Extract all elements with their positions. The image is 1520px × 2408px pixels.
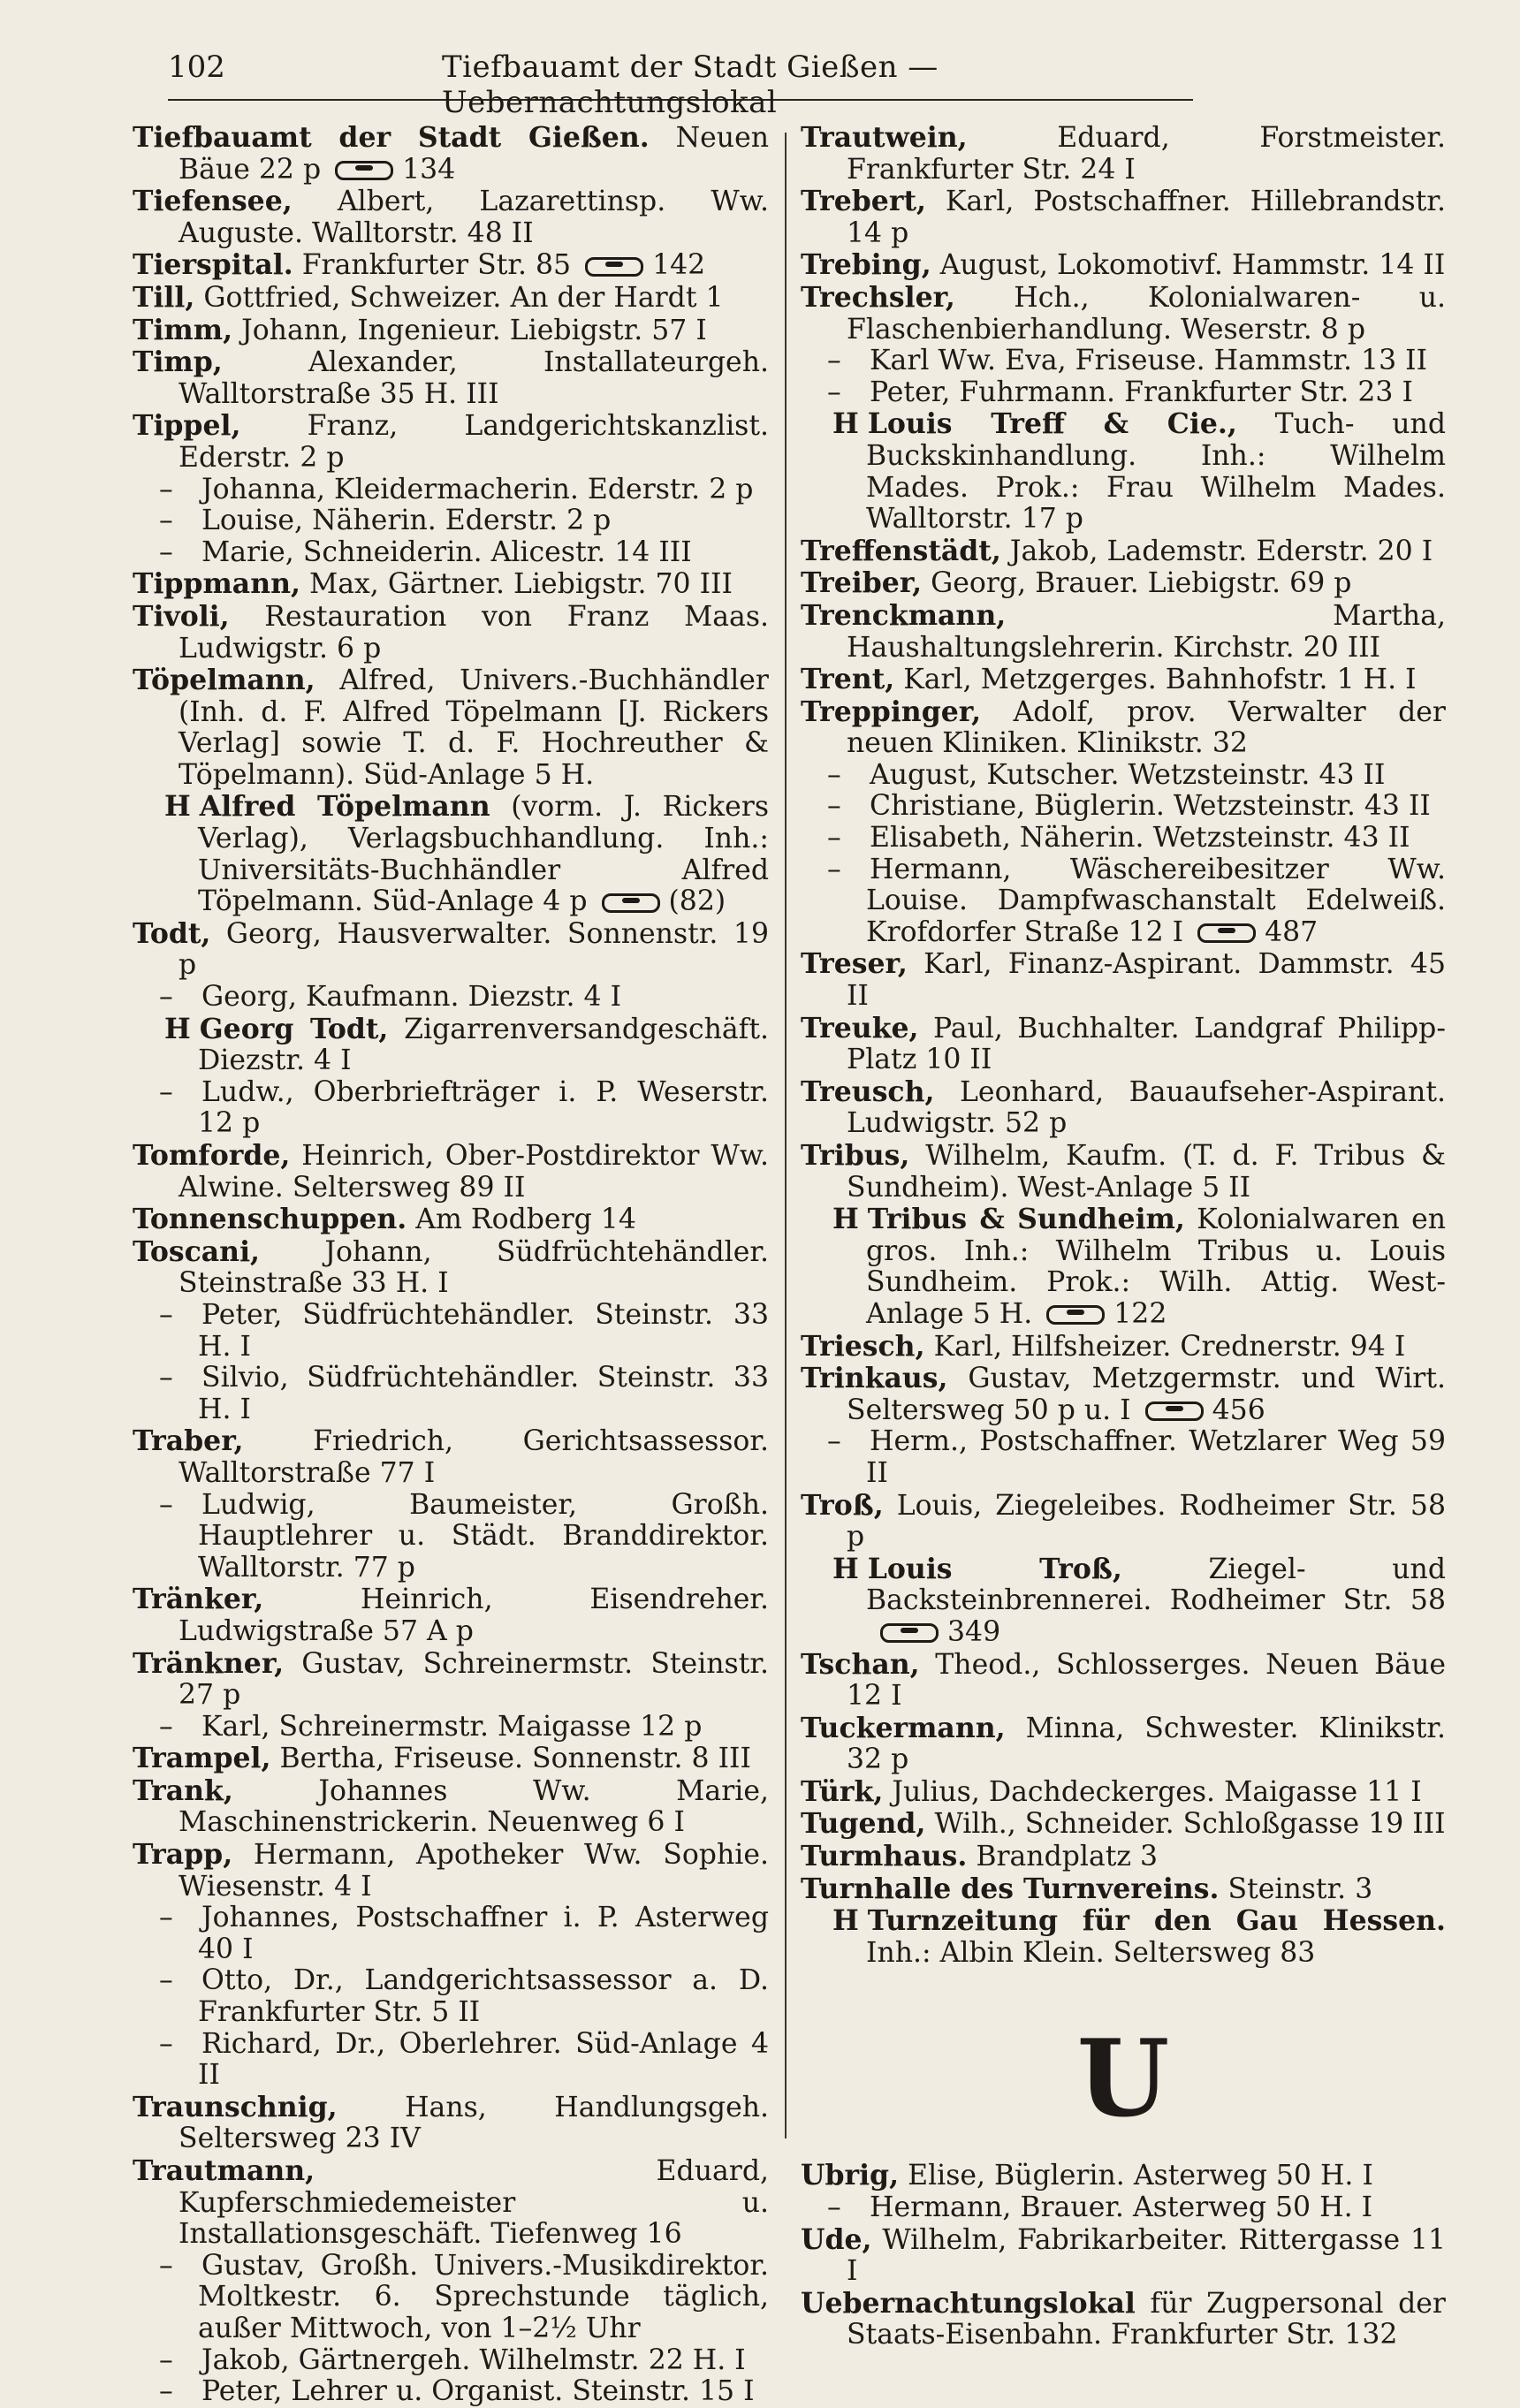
entry-name: Traber, (133, 1424, 244, 1458)
directory-entry (801, 948, 1446, 1012)
entry-details: Am Rodberg 14 (415, 1204, 636, 1236)
directory-entry (133, 982, 769, 1014)
entry-name: Töpelmann, (133, 664, 315, 697)
entry-details: für Zugpersonal der Staats-Eisenbahn. Frankfurter Str. 132 (847, 2287, 1446, 2351)
directory-entry (801, 1363, 1446, 1426)
running-head: Tiefbauamt der Stadt Gießen — Uebernachtungslokal (442, 49, 939, 120)
ditto-dash: – (159, 2375, 173, 2408)
directory-entry (133, 346, 769, 410)
entry-name: Ude, (801, 2222, 872, 2256)
entry-name: Todt, (133, 916, 211, 950)
entry-details: Tuch- und Buckskinhandlung. Inh.: Wilhelm Mades. Prok.: Frau Wilhelm Mades. Walltorstr. 17 p (866, 408, 1446, 536)
entry-name: Trebing, (801, 248, 931, 282)
ditto-dash: – (827, 1425, 841, 1458)
entry-details: Karl, Postschaffner. Hillebrandstr. 14 p (847, 186, 1446, 249)
directory-entry (133, 1300, 769, 1363)
entry-details: Adolf, prov. Verwalter der neuen Kliniken. Klinikstr. 32 (847, 695, 1446, 760)
directory-entry (801, 1553, 1446, 1649)
entry-details: Julius, Dachdeckerges. Maigasse 11 I (892, 1775, 1422, 1808)
entry-name: Trent, (801, 663, 895, 696)
ditto-dash: – (159, 536, 173, 568)
directory-entry (133, 2155, 769, 2251)
telephone-icon (1046, 1305, 1105, 1325)
phone-number: 142 (652, 249, 706, 282)
directory-entry (133, 665, 769, 791)
directory-entry (801, 346, 1446, 377)
ditto-dash: – (827, 822, 841, 855)
ditto-dash: – (159, 473, 173, 505)
firm-mark: H (832, 1904, 859, 1938)
telephone-icon (602, 893, 660, 913)
entry-details: Minna, Schwester. Klinikstr. 32 p (847, 1712, 1446, 1776)
entry-name: Alfred Töpelmann (199, 790, 490, 824)
directory-entry (133, 601, 769, 665)
firm-mark: H (164, 1012, 191, 1045)
entry-name: Uebernachtungslokal (801, 2286, 1136, 2320)
column-divider (785, 133, 787, 2138)
directory-entry (801, 1140, 1446, 1204)
entry-name: Trapp, (133, 1838, 233, 1872)
directory-entry (801, 1490, 1446, 1553)
entry-details: Wilhelm, Fabrikarbeiter. Rittergasse 11 I (847, 2223, 1446, 2288)
entry-name: Turnzeitung für den Gau Hessen. (867, 1904, 1446, 1938)
ditto-dash: – (159, 1710, 173, 1743)
directory-entry (801, 408, 1446, 535)
entry-name: Triesch, (801, 1329, 925, 1363)
phone-number: 349 (947, 1615, 1001, 1648)
entry-details: Hermann, Wäschereibesitzer Ww. Louise. Dampfwaschanstalt Edelweiß. Krofdorfer Straße 12 I (866, 853, 1446, 948)
directory-entry (801, 2192, 1446, 2224)
entry-details: (vorm. J. Rickers Verlag), Verlagsbuchhandlung. Inh.: Universitäts-Buchhändler Alfred Töpelmann. Süd-Anlage 4 p (198, 791, 769, 918)
entry-details: Theod., Schlosserges. Neuen Bäue 12 I (847, 1648, 1446, 1713)
directory-entry (133, 1712, 769, 1743)
directory-entry (133, 537, 769, 569)
entry-name: Louis Treff & Cie., (867, 407, 1237, 441)
firm-mark: H (164, 790, 191, 824)
directory-entry (801, 855, 1446, 949)
directory-entry (133, 282, 769, 315)
entry-name: Tribus, (801, 1139, 910, 1172)
directory-entry (133, 1584, 769, 1647)
left-column (133, 122, 769, 2408)
directory-entry (801, 2288, 1446, 2351)
entry-name: Tomforde, (133, 1139, 291, 1172)
directory-entry (133, 2251, 769, 2345)
entry-details: Eduard, Forstmeister. Frankfurter Str. 24 I (847, 122, 1446, 186)
ditto-dash: – (159, 1362, 173, 1394)
ditto-dash: – (827, 376, 841, 408)
telephone-icon (880, 1623, 939, 1643)
ditto-dash: – (827, 345, 841, 377)
entry-name: Turnhalle des Turnvereins. (801, 1872, 1220, 1905)
entry-name: Tiefbauamt der Stadt Gießen. (133, 121, 650, 154)
directory-entry (133, 2029, 769, 2092)
directory-entry (801, 377, 1446, 409)
ditto-dash: – (159, 1075, 173, 1108)
entry-details: Christiane, Büglerin. Wetzsteinstr. 43 II (870, 790, 1431, 823)
directory-entry (801, 696, 1446, 760)
entry-details: Peter, Fuhrmann. Frankfurter Str. 23 I (870, 376, 1413, 408)
directory-entry (801, 1076, 1446, 1140)
directory-entry (133, 475, 769, 506)
entry-details: Alexander, Installateurgeh. Walltorstraße 35 H. III (179, 346, 769, 410)
directory-entry (801, 1713, 1446, 1776)
entry-name: Georg Todt, (199, 1012, 389, 1045)
entry-name: Treppinger, (801, 695, 982, 728)
entry-name: Toscani, (133, 1234, 260, 1268)
entry-name: Tränker, (133, 1583, 264, 1616)
entry-details: Franz, Landgerichtskanzlist. Ederstr. 2 p (179, 410, 770, 474)
directory-entry (801, 186, 1446, 249)
phone-number: 487 (1265, 915, 1319, 948)
ditto-dash: – (827, 790, 841, 823)
entry-details: Gottfried, Schweizer. An der Hardt 1 (203, 281, 724, 314)
entry-name: Till, (133, 280, 195, 314)
telephone-icon (335, 161, 393, 180)
entry-details: Georg, Hausverwalter. Sonnenstr. 19 p (179, 917, 769, 982)
entry-details: Restauration von Franz Maas. Ludwigstr. 6 p (179, 600, 769, 665)
entry-name: Tribus & Sundheim, (867, 1203, 1185, 1236)
ditto-dash: – (159, 1902, 173, 1934)
entry-details: Georg, Kaufmann. Diezstr. 4 I (201, 981, 622, 1014)
telephone-icon (1145, 1402, 1204, 1421)
entry-details: Heinrich, Eisendreher. Ludwigstraße 57 A p (179, 1584, 769, 1647)
entry-name: Trautmann, (133, 2154, 315, 2187)
entry-name: Traunschnig, (133, 2090, 338, 2123)
directory-entry (801, 2224, 1446, 2288)
ditto-dash: – (827, 758, 841, 791)
entry-details: Peter, Südfrüchtehändler. Steinstr. 33 H. I (198, 1298, 769, 1363)
entry-details: Leonhard, Bauaufseher-Aspirant. Ludwigstr. 52 p (847, 1075, 1446, 1140)
ditto-dash: – (159, 1298, 173, 1331)
directory-entry (133, 249, 769, 282)
ditto-dash: – (159, 981, 173, 1014)
entry-details: Johanna, Kleidermacherin. Ederstr. 2 p (201, 473, 754, 505)
entry-details: Johann, Südfrüchtehändler. Steinstraße 33 H. I (179, 1235, 770, 1300)
entry-name: Timp, (133, 346, 223, 379)
entry-name: Tiefensee, (133, 185, 293, 218)
directory-entry (801, 1776, 1446, 1809)
entry-details: Hch., Kolonialwaren- u. Flaschenbierhandlung. Weserstr. 8 p (847, 281, 1447, 346)
directory-entry (133, 122, 769, 186)
entry-details: Wilhelm, Kaufm. (T. d. F. Tribus & Sundheim). West-Anlage 5 II (847, 1140, 1447, 1204)
directory-entry (801, 1808, 1446, 1841)
entry-details: Hermann, Brauer. Asterweg 50 H. I (870, 2192, 1373, 2224)
entry-details: Otto, Dr., Landgerichtsassessor a. D. Frankfurter Str. 5 II (198, 1964, 769, 2029)
directory-entry (133, 1743, 769, 1775)
entry-details: Zigarrenversandgeschäft. Diezstr. 4 I (198, 1013, 769, 1077)
entry-name: Tippmann, (133, 567, 300, 601)
directory-entry (801, 1873, 1446, 1906)
entry-name: Turmhaus. (801, 1840, 968, 1873)
telephone-icon (585, 257, 643, 277)
entry-name: Troß, (801, 1488, 884, 1522)
directory-entry (133, 315, 769, 347)
entry-details: Karl, Metzgerges. Bahnhofstr. 1 H. I (903, 664, 1417, 696)
ditto-dash: – (159, 1488, 173, 1521)
entry-name: Türk, (801, 1774, 884, 1808)
entry-details: Alfred, Univers.-Buchhändler (Inh. d. F. Alfred Töpelmann [J. Rickers Verlag] sowie T. d. F. Hochreuther & Töpelmann). Süd-Anlage 5 H. (179, 665, 769, 791)
directory-entry (133, 918, 769, 982)
entry-details: Peter, Lehrer u. Organist. Steinstr. 15 I (201, 2375, 755, 2408)
directory-entry (133, 1363, 769, 1425)
entry-details: Elise, Büglerin. Asterweg 50 H. I (908, 2160, 1373, 2192)
entry-details: Richard, Dr., Oberlehrer. Süd-Anlage 4 II (198, 2027, 769, 2092)
entry-details: Max, Gärtner. Liebigstr. 70 III (309, 568, 733, 601)
directory-entry (801, 1905, 1446, 1969)
entry-details: Gustav, Metzgermstr. und Wirt. Seltersweg 50 p u. I (847, 1363, 1446, 1426)
entry-name: Tuckermann, (801, 1711, 1006, 1744)
entry-details: Heinrich, Ober-Postdirektor Ww. Alwine. Seltersweg 89 II (179, 1140, 770, 1204)
entry-details: Albert, Lazarettinsp. Ww. Auguste. Walltorstr. 48 II (179, 186, 770, 249)
entry-name: Tierspital. (133, 248, 293, 282)
directory-entry (133, 1204, 769, 1236)
entry-name: Treuke, (801, 1011, 919, 1044)
directory-entry (801, 1013, 1446, 1076)
entry-name: Trebert, (801, 185, 926, 218)
right-column (801, 122, 1446, 2351)
entry-details: August, Kutscher. Wetzsteinstr. 43 II (870, 758, 1386, 791)
directory-entry (133, 2092, 769, 2155)
page-number: 102 (168, 49, 225, 85)
entry-name: Louis Troß, (867, 1552, 1122, 1585)
directory-entry (133, 1965, 769, 2028)
entry-name: Ubrig, (801, 2159, 900, 2192)
entry-details: August, Lokomotivf. Hammstr. 14 II (939, 249, 1446, 282)
entry-name: Trank, (133, 1774, 233, 1807)
entry-details: Gustav, Großh. Univers.-Musikdirektor. Moltkestr. 6. Sprechstunde täglich, außer Mittwoch, von 1–2½ Uhr (198, 2249, 769, 2344)
directory-entry (133, 1648, 769, 1712)
entry-details: Karl, Hilfsheizer. Crednerstr. 94 I (933, 1330, 1406, 1363)
directory-entry (133, 1236, 769, 1300)
directory-entry (801, 249, 1446, 282)
entry-details: Louis, Ziegeleibes. Rodheimer Str. 58 p (847, 1489, 1446, 1553)
phone-number: 134 (402, 153, 456, 186)
entry-name: Tugend, (801, 1807, 926, 1841)
entry-details: Jakob, Lademstr. Ederstr. 20 I (1009, 535, 1433, 567)
ditto-dash: – (159, 2249, 173, 2282)
entry-name: Trenckmann, (801, 598, 1007, 632)
ditto-dash: – (159, 505, 173, 537)
entry-details: Johannes, Postschaffner i. P. Asterweg 40 I (198, 1902, 769, 1965)
entry-details: Karl, Schreinermstr. Maigasse 12 p (201, 1710, 703, 1743)
entry-name: Tivoli, (133, 599, 230, 633)
entry-name: Treiber, (801, 566, 923, 600)
entry-details: Ludwig, Baumeister, Großh. Hauptlehrer u. Städt. Branddirektor. Walltorstr. 77 p (198, 1488, 769, 1584)
entry-details: Louise, Näherin. Ederstr. 2 p (201, 505, 612, 537)
directory-entry (801, 600, 1446, 664)
directory-entry (801, 1841, 1446, 1873)
entry-details: Eduard, Kupferschmiedemeister u. Installationsgeschäft. Tiefenweg 16 (179, 2155, 769, 2251)
entry-name: Tippel, (133, 409, 241, 443)
entry-details: Herm., Postschaffner. Wetzlarer Weg 59 II (866, 1425, 1446, 1489)
entry-name: Treser, (801, 947, 908, 981)
entry-name: Timm, (133, 313, 233, 346)
directory-entry (801, 664, 1446, 696)
phone-number: 122 (1113, 1297, 1167, 1330)
directory-entry (801, 2160, 1446, 2192)
firm-mark: H (832, 407, 859, 441)
directory-entry (801, 282, 1446, 346)
directory-entry (133, 1903, 769, 1965)
directory-entry (133, 568, 769, 601)
directory-entry (801, 1649, 1446, 1713)
entry-name: Treusch, (801, 1075, 935, 1108)
entry-details: Bertha, Friseuse. Sonnenstr. 8 III (279, 1743, 751, 1775)
directory-entry (133, 2376, 769, 2408)
telephone-icon (1197, 923, 1256, 943)
entry-details: Frankfurter Str. 85 (301, 249, 572, 282)
entry-name: Trautwein, (801, 121, 968, 154)
ditto-dash: – (159, 2027, 173, 2060)
entry-name: Tonnenschuppen. (133, 1203, 407, 1236)
firm-mark: H (832, 1203, 859, 1236)
directory-entry (133, 1490, 769, 1584)
directory-entry (133, 1077, 769, 1140)
entry-details: Marie, Schneiderin. Alicestr. 14 III (201, 536, 692, 568)
entry-name: Treffenstädt, (801, 534, 1001, 567)
entry-details: Wilh., Schneider. Schloßgasse 19 III (934, 1808, 1446, 1841)
directory-entry (133, 1839, 769, 1903)
entry-details: Steinstr. 3 (1227, 1872, 1373, 1905)
directory-entry (133, 1140, 769, 1204)
entry-details: Jakob, Gärtnergeh. Wilhelmstr. 22 H. I (201, 2343, 746, 2376)
directory-entry (801, 791, 1446, 823)
entry-details: Ludw., Oberbriefträger i. P. Weserstr. 12 p (198, 1075, 769, 1140)
directory-entry (133, 1014, 769, 1077)
directory-entry (801, 823, 1446, 855)
directory-entry (801, 1426, 1446, 1489)
firm-mark: H (832, 1552, 859, 1585)
phone-number: 456 (1212, 1394, 1265, 1426)
entry-name: Trampel, (133, 1742, 271, 1775)
page-header (168, 46, 1193, 120)
entry-details: Karl, Finanz-Aspirant. Dammstr. 45 II (847, 948, 1446, 1013)
directory-entry (133, 1425, 769, 1489)
entry-name: Trinkaus, (801, 1362, 948, 1395)
directory-entry (133, 791, 769, 917)
ditto-dash: – (827, 2192, 841, 2224)
directory-entry (801, 122, 1446, 186)
entry-details: Hans, Handlungsgeh. Seltersweg 23 IV (179, 2091, 770, 2155)
entry-details: Martha, Haushaltungslehrerin. Kirchstr. 20 III (847, 599, 1446, 664)
directory-entry (801, 1331, 1446, 1364)
entry-details: Brandplatz 3 (976, 1841, 1159, 1873)
entry-details: Friedrich, Gerichtsassessor. Walltorstraße 77 I (179, 1425, 769, 1489)
directory-entry (133, 186, 769, 249)
directory-entry (133, 410, 769, 474)
directory-entry (133, 1775, 769, 1839)
entry-name: Tränkner, (133, 1646, 285, 1680)
directory-entry (801, 536, 1446, 568)
directory-entry (801, 567, 1446, 600)
entry-details: Gustav, Schreinermstr. Steinstr. 27 p (179, 1647, 769, 1712)
entry-name: Tschan, (801, 1647, 920, 1681)
entry-details: Hermann, Apotheker Ww. Sophie. Wiesenstr. 4 I (179, 1839, 769, 1903)
entry-details: Ziegel- und Backsteinbrennerei. Rodheimer Str. 58 (866, 1553, 1446, 1617)
entry-details: Elisabeth, Näherin. Wetzsteinstr. 43 II (870, 822, 1410, 855)
entry-details: Georg, Brauer. Liebigstr. 69 p (931, 567, 1352, 600)
entry-details: Johann, Ingenieur. Liebigstr. 57 I (241, 314, 707, 346)
directory-entry (133, 2345, 769, 2377)
directory-entry (133, 505, 769, 537)
ditto-dash: – (827, 853, 841, 885)
section-letter: U (1076, 2017, 1170, 2142)
entry-details: Karl Ww. Eva, Friseuse. Hammstr. 13 II (870, 345, 1428, 377)
entry-details: Silvio, Südfrüchtehändler. Steinstr. 33 H. I (198, 1362, 769, 1425)
ditto-dash: – (159, 1964, 173, 1997)
entry-details: Kolonialwaren en gros. Inh.: Wilhelm Tribus u. Louis Sundheim. Prok.: Wilh. Attig. West-Anlage 5 H. (866, 1204, 1447, 1330)
entry-name: Trechsler, (801, 280, 955, 314)
entry-details: Neuen Bäue 22 p (179, 122, 770, 186)
directory-entry (801, 1204, 1446, 1330)
entry-details: Johannes Ww. Marie, Maschinenstrickerin. Neuenweg 6 I (179, 1774, 769, 1839)
entry-details: Inh.: Albin Klein. Seltersweg 83 (866, 1936, 1316, 1969)
entry-details: Paul, Buchhalter. Landgraf Philipp-Platz 10 II (847, 1012, 1446, 1076)
ditto-dash: – (159, 2343, 173, 2376)
directory-entry (801, 760, 1446, 792)
phone-number: (82) (668, 885, 726, 918)
